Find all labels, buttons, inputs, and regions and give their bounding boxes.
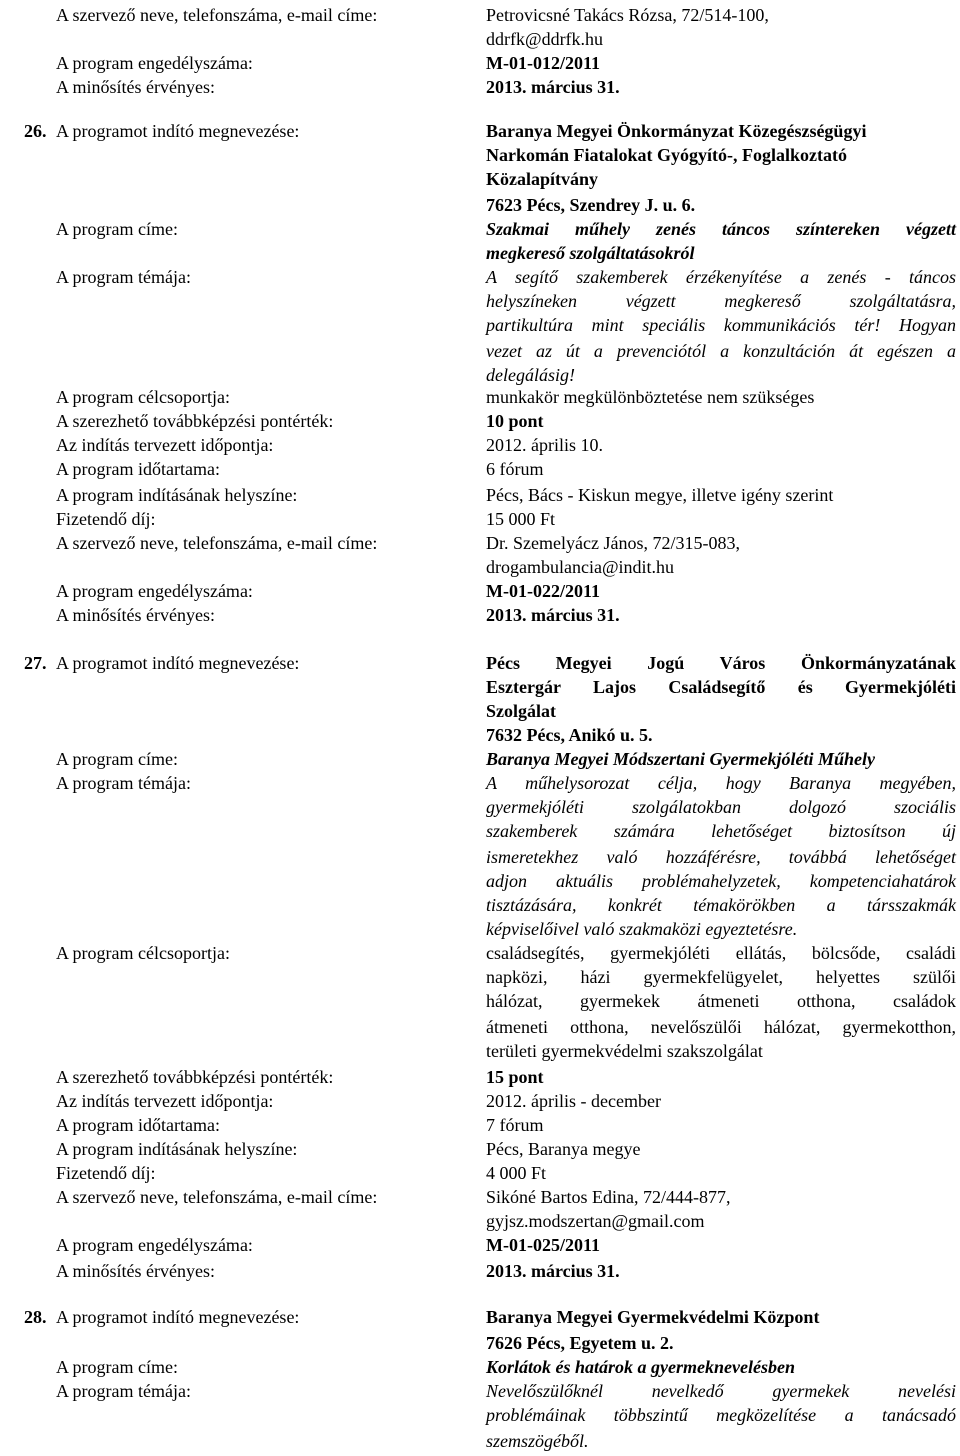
field-value: delegálásig!	[486, 365, 575, 385]
document-line	[0, 143, 960, 167]
field-label: A program indításának helyszíne:	[56, 485, 298, 505]
field-value: Nevelőszülőknél nevelkedő gyermekek nevelési	[486, 1381, 956, 1401]
document-line	[0, 651, 960, 675]
field-label: A minősítés érvényes:	[56, 77, 215, 97]
field-value: ismeretekhez való hozzáférésre, továbbá lehetőséget	[486, 847, 956, 867]
document-line	[0, 507, 960, 531]
document-line	[0, 723, 960, 747]
field-label: Az indítás tervezett időpontja:	[56, 1091, 274, 1111]
document-line	[0, 27, 960, 51]
field-value: 2013. március 31.	[486, 77, 620, 97]
field-value: családsegítés, gyermekjóléti ellátás, bölcsőde, családi	[486, 943, 956, 963]
field-value: partikultúra mint speciális kommunikációs tér! Hogyan	[486, 315, 956, 335]
document-line	[0, 1089, 960, 1113]
document-line	[0, 385, 960, 409]
field-value: Baranya Megyei Gyermekvédelmi Központ	[486, 1307, 820, 1327]
document-line	[0, 1015, 960, 1039]
document-line	[0, 965, 960, 989]
field-label: A program időtartama:	[56, 459, 220, 479]
field-value: drogambulancia@indit.hu	[486, 557, 675, 577]
document-line	[0, 1161, 960, 1185]
document-line	[0, 193, 960, 217]
document-line	[0, 1113, 960, 1137]
document-line	[0, 555, 960, 579]
document-line	[0, 1259, 960, 1283]
field-value: adjon aktuális problémahelyzetek, kompetenciahatárok	[486, 871, 956, 891]
field-label: A program engedélyszáma:	[56, 1235, 253, 1255]
document-line	[0, 51, 960, 75]
field-value: M-01-012/2011	[486, 53, 600, 73]
document-line	[0, 1209, 960, 1233]
field-label: A program témája:	[56, 1381, 191, 1401]
field-value: Esztergár Lajos Családsegítő és Gyermekjóléti	[486, 677, 956, 697]
field-value: 2012. április 10.	[486, 435, 603, 455]
field-label: A programot indító megnevezése:	[56, 1307, 300, 1327]
document-line	[0, 1429, 960, 1453]
field-value: Szakmai műhely zenés táncos színtereken végzett	[486, 219, 956, 239]
field-label: A program célcsoportja:	[56, 943, 230, 963]
document-line	[0, 869, 960, 893]
field-value: M-01-025/2011	[486, 1235, 600, 1255]
field-value: képviselőivel való szakmaközi egyeztetésre.	[486, 919, 798, 939]
field-label: A programot indító megnevezése:	[56, 653, 300, 673]
field-value: gyermekjóléti szolgálatokban dolgozó szociális	[486, 797, 956, 817]
field-label: A szerezhető továbbképzési pontérték:	[56, 411, 334, 431]
document-line	[0, 845, 960, 869]
document-line	[0, 1305, 960, 1329]
field-value: területi gyermekvédelmi szakszolgálat	[486, 1041, 763, 1061]
field-value: Petrovicsné Takács Rózsa, 72/514-100,	[486, 5, 769, 25]
field-value: vezet az út a prevenciótól a konzultáción át egészen a	[486, 341, 956, 361]
document-line	[0, 531, 960, 555]
document-line	[0, 747, 960, 771]
field-value: megkereső szolgáltatásokról	[486, 243, 695, 263]
field-label: A program engedélyszáma:	[56, 53, 253, 73]
field-label: A program célcsoportja:	[56, 387, 230, 407]
document-line	[0, 1065, 960, 1089]
document-line	[0, 1039, 960, 1063]
field-value: Szolgálat	[486, 701, 556, 721]
field-label: A szerezhető továbbképzési pontérték:	[56, 1067, 334, 1087]
field-value: 4 000 Ft	[486, 1163, 547, 1183]
document-line	[0, 795, 960, 819]
field-value: Pécs Megyei Jogú Város Önkormányzatának	[486, 653, 956, 673]
field-label: A programot indító megnevezése:	[56, 121, 300, 141]
field-value: szakemberek számára lehetőséget biztosítson új	[486, 821, 956, 841]
field-value: A műhelysorozat célja, hogy Baranya megyében,	[486, 773, 956, 793]
document-line	[0, 433, 960, 457]
field-label: Az indítás tervezett időpontja:	[56, 435, 274, 455]
field-label: A program engedélyszáma:	[56, 581, 253, 601]
document-line	[0, 217, 960, 241]
entry-number: 27.	[24, 653, 47, 673]
document-line	[0, 339, 960, 363]
document-line	[0, 313, 960, 337]
entry-number: 28.	[24, 1307, 47, 1327]
document-line	[0, 483, 960, 507]
field-label: A minősítés érvényes:	[56, 1261, 215, 1281]
document-line	[0, 1137, 960, 1161]
field-value: 7632 Pécs, Anikó u. 5.	[486, 725, 653, 745]
document-line	[0, 119, 960, 143]
document-line	[0, 167, 960, 191]
field-value: A segítő szakemberek érzékenyítése a zenés - táncos	[486, 267, 956, 287]
field-value: ddrfk@ddrfk.hu	[486, 29, 604, 49]
field-value: 7 fórum	[486, 1115, 544, 1135]
field-label: Fizetendő díj:	[56, 509, 156, 529]
document-line	[0, 75, 960, 99]
document-line	[0, 989, 960, 1013]
field-value: Baranya Megyei Módszertani Gyermekjóléti Műhely	[486, 749, 875, 769]
document-line	[0, 1379, 960, 1403]
field-value: Pécs, Baranya megye	[486, 1139, 641, 1159]
field-value: gyjsz.modszertan@gmail.com	[486, 1211, 705, 1231]
field-value: 2013. március 31.	[486, 1261, 620, 1281]
field-label: A minősítés érvényes:	[56, 605, 215, 625]
document-line	[0, 917, 960, 941]
field-value: napközi, házi gyermekfelügyelet, helyettes szülői	[486, 967, 956, 987]
field-label: A program időtartama:	[56, 1115, 220, 1135]
document-line	[0, 1185, 960, 1209]
field-value: Dr. Szemelyácz János, 72/315-083,	[486, 533, 740, 553]
field-value: Sikóné Bartos Edina, 72/444-877,	[486, 1187, 731, 1207]
field-value: 15 000 Ft	[486, 509, 556, 529]
document-line	[0, 941, 960, 965]
document-line	[0, 265, 960, 289]
field-value: 7623 Pécs, Szendrey J. u. 6.	[486, 195, 696, 215]
field-value: 2012. április - december	[486, 1091, 661, 1111]
field-value: M-01-022/2011	[486, 581, 600, 601]
field-value: Pécs, Bács - Kiskun megye, illetve igény szerint	[486, 485, 834, 505]
field-label: A szervező neve, telefonszáma, e-mail címe:	[56, 5, 378, 25]
field-value: Narkomán Fiatalokat Gyógyító-, Foglalkoztató	[486, 145, 847, 165]
field-value: 15 pont	[486, 1067, 544, 1087]
field-label: A program indításának helyszíne:	[56, 1139, 298, 1159]
document-line	[0, 675, 960, 699]
field-label: A szervező neve, telefonszáma, e-mail címe:	[56, 533, 378, 553]
entry-number: 26.	[24, 121, 47, 141]
document-line	[0, 241, 960, 265]
document-line	[0, 363, 960, 387]
document-line	[0, 409, 960, 433]
field-label: A program címe:	[56, 1357, 178, 1377]
field-label: A szervező neve, telefonszáma, e-mail címe:	[56, 1187, 378, 1207]
field-value: átmeneti otthona, nevelőszülői hálózat, gyermekotthon,	[486, 1017, 956, 1037]
field-label: A program témája:	[56, 773, 191, 793]
field-value: 6 fórum	[486, 459, 544, 479]
document-line	[0, 457, 960, 481]
document-line	[0, 771, 960, 795]
document-line	[0, 1233, 960, 1257]
document-line	[0, 893, 960, 917]
field-label: A program címe:	[56, 219, 178, 239]
field-value: problémáinak többszintű megközelítése a tanácsadó	[486, 1405, 956, 1425]
document-line	[0, 699, 960, 723]
document-line	[0, 1331, 960, 1355]
field-value: szemszögéből.	[486, 1431, 589, 1451]
document-line	[0, 1355, 960, 1379]
document-line	[0, 819, 960, 843]
field-label: Fizetendő díj:	[56, 1163, 156, 1183]
field-value: 7626 Pécs, Egyetem u. 2.	[486, 1333, 674, 1353]
document-line	[0, 3, 960, 27]
field-value: munkakör megkülönböztetése nem szükséges	[486, 387, 815, 407]
field-value: Korlátok és határok a gyermeknevelésben	[486, 1357, 795, 1377]
field-value: tisztázására, konkrét témakörökben a társszakmák	[486, 895, 956, 915]
field-value: 2013. március 31.	[486, 605, 620, 625]
field-label: A program címe:	[56, 749, 178, 769]
document-line	[0, 579, 960, 603]
field-value: 10 pont	[486, 411, 544, 431]
document-line	[0, 289, 960, 313]
field-value: Baranya Megyei Önkormányzat Közegészségügyi	[486, 121, 867, 141]
field-value: hálózat, gyermekek átmeneti otthona, családok	[486, 991, 956, 1011]
field-value: helyszíneken végzett megkereső szolgáltatásra,	[486, 291, 956, 311]
document-line	[0, 1403, 960, 1427]
field-value: Közalapítvány	[486, 169, 599, 189]
field-label: A program témája:	[56, 267, 191, 287]
document-line	[0, 603, 960, 627]
